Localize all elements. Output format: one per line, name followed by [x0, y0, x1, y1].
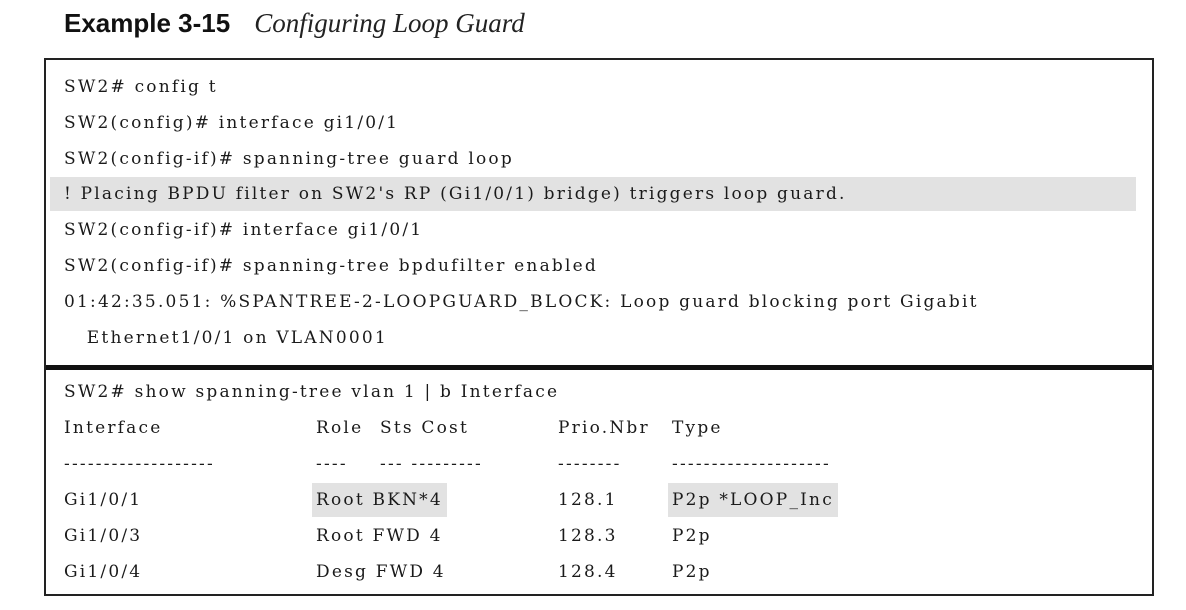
row1-role-sts-cost-highlighted: Root BKN*4	[312, 483, 447, 517]
row2-type: P2p	[672, 526, 712, 546]
row1-type-highlighted: P2p *LOOP_Inc	[668, 483, 838, 517]
config-line-2: SW2(config)# interface gi1/0/1	[64, 113, 400, 133]
config-line-1: SW2# config t	[64, 77, 218, 97]
example-heading	[64, 8, 525, 44]
example-label: Example 3-15	[64, 8, 231, 38]
row2-role-sts-cost: Root FWD 4	[316, 526, 443, 546]
config-line-5: SW2(config-if)# interface gi1/0/1	[64, 220, 424, 240]
header-prio: Prio.Nbr	[558, 418, 650, 438]
separator-prio: --------	[558, 454, 622, 474]
separator-type: --------------------	[672, 454, 831, 474]
header-interface: Interface	[64, 418, 163, 438]
row3-type: P2p	[672, 562, 712, 582]
header-sts-cost: Sts Cost	[380, 418, 470, 438]
row3-role-sts-cost: Desg FWD 4	[316, 562, 446, 582]
row3-prio: 128.4	[558, 562, 618, 582]
section-divider	[46, 365, 1152, 370]
show-command-line: SW2# show spanning-tree vlan 1 | b Interface	[64, 382, 560, 402]
config-line-6: SW2(config-if)# spanning-tree bpdufilter enabled	[64, 256, 598, 276]
separator-sts-cost: --- ---------	[380, 454, 483, 474]
row2-interface: Gi1/0/3	[64, 526, 143, 546]
header-role: Role	[316, 418, 364, 438]
separator-role: ----	[316, 454, 348, 474]
separator-interface: -------------------	[64, 454, 215, 474]
row1-prio: 128.1	[558, 490, 618, 510]
config-comment-highlighted: ! Placing BPDU filter on SW2's RP (Gi1/0/1) bridge) triggers loop guard.	[50, 177, 1136, 211]
header-type: Type	[672, 418, 723, 438]
syslog-line-2: Ethernet1/0/1 on VLAN0001	[64, 328, 388, 348]
row3-interface: Gi1/0/4	[64, 562, 143, 582]
code-listing-box	[44, 58, 1154, 596]
syslog-line-1: 01:42:35.051: %SPANTREE-2-LOOPGUARD_BLOCK: Loop guard blocking port Gigabit	[64, 292, 979, 312]
row2-prio: 128.3	[558, 526, 618, 546]
example-title: Configuring Loop Guard	[254, 8, 525, 38]
row1-interface: Gi1/0/1	[64, 490, 143, 510]
config-line-3: SW2(config-if)# spanning-tree guard loop	[64, 149, 514, 169]
